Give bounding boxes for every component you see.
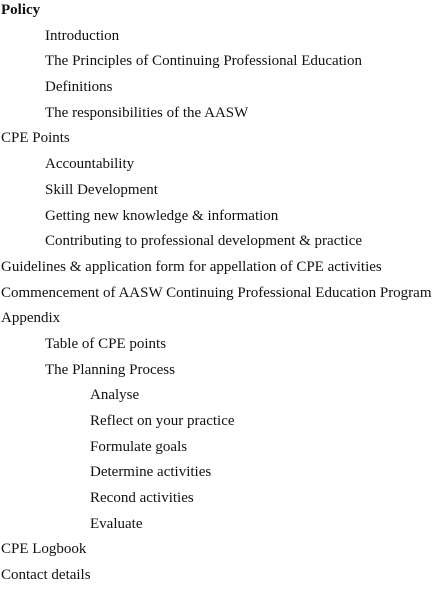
toc-item-responsibilities[interactable]: The responsibilities of the AASW [45,104,249,121]
toc-item-analyse[interactable]: Analyse [90,387,140,404]
toc-item-principles[interactable]: The Principles of Continuing Professional Education [45,53,363,70]
toc-item-determine-activities[interactable]: Determine activities [90,464,212,481]
toc-item-skill-development[interactable]: Skill Development [45,181,158,198]
toc-heading-cpe-points[interactable]: CPE Points [1,130,70,147]
toc-item-new-knowledge[interactable]: Getting new knowledge & information [45,207,279,224]
toc-item-logbook[interactable]: CPE Logbook [1,541,87,558]
toc-item-commencement[interactable]: Commencement of AASW Continuing Professional Education Program [1,284,432,301]
toc-heading-policy[interactable]: Policy [1,2,41,18]
toc-item-contact-details[interactable]: Contact details [1,567,91,584]
toc-item-introduction[interactable]: Introduction [45,27,120,44]
toc-item-formulate-goals[interactable]: Formulate goals [90,438,188,455]
toc-heading-appendix[interactable]: Appendix [1,310,61,327]
toc-item-table-of-cpe-points[interactable]: Table of CPE points [45,335,167,352]
toc-item-definitions[interactable]: Definitions [45,79,113,96]
toc-item-contributing[interactable]: Contributing to professional development & practice [45,233,363,250]
toc-item-evaluate[interactable]: Evaluate [90,515,143,532]
toc-item-reflect[interactable]: Reflect on your practice [90,413,235,429]
toc-item-accountability[interactable]: Accountability [45,156,135,173]
toc-item-planning-process[interactable]: The Planning Process [45,361,175,378]
toc-item-record-activities[interactable]: Recond activities [90,490,194,507]
toc-item-guidelines[interactable]: Guidelines & application form for appellation of CPE activities [1,258,382,275]
